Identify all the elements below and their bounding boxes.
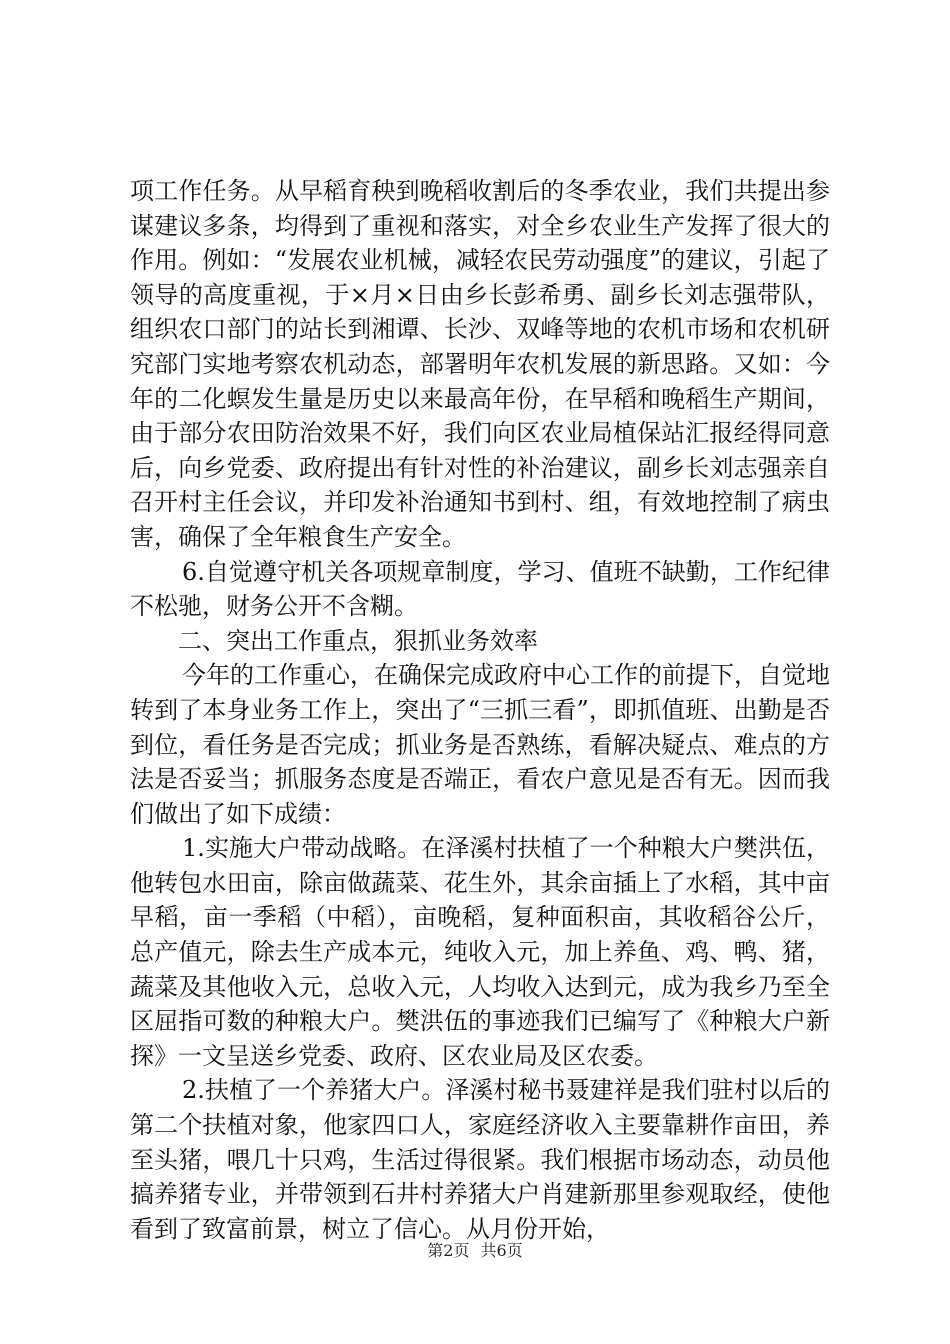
paragraph-item-2: 2.扶植了一个养猪大户。泽溪村秘书聂建祥是我们驻村以后的第二个扶植对象，他家四口人，家庭经济收入主要靠耕作亩田，养至头猪，喂几十只鸡，生活过得很紧。我们根据市场动态，动员他搞养猪专业，并带领到石井村养猪大户肖建新那里参观取经，使他看到了致富前景，树立了信心。从月份开始， <box>130 1076 830 1243</box>
paragraph-item-6: 6.自觉遵守机关各项规章制度，学习、值班不缺勤，工作纪律不松驰，财务公开不含糊。 <box>130 557 830 621</box>
paragraph-item-1: 1.实施大户带动战略。在泽溪村扶植了一个种粮大户樊洪伍，他转包水田亩，除亩做蔬菜、花生外，其余亩插上了水稻，其中亩早稻，亩一季稻（中稻），亩晚稻，复种面积亩，其收稻谷公斤，总产值元，除去生产成本元，纯收入元，加上养鱼、鸡、鸭、猪，蔬菜及其他收入元，总收入元，人均收入达到元，成为我乡乃至全区屈指可数的种粮大户。樊洪伍的事迹我们已编写了《种粮大户新探》一文呈送乡党委、政府、区农业局及区农委。 <box>130 834 830 1070</box>
page-footer <box>0 1238 950 1261</box>
paragraph-continuation: 项工作任务。从早稻育秧到晚稻收割后的冬季农业，我们共提出参谋建议多条，均得到了重视和落实，对全乡农业生产发挥了很大的作用。例如：“发展农业机械，减轻农民劳动强度”的建议，引起了领导的高度重视，于×月×日由乡长彭希勇、副乡长刘志强带队，组织农口部门的站长到湘谭、长沙、双峰等地的农机市场和农机研究部门实地考察农机动态，部署明年农机发展的新思路。又如：今年的二化螟发生量是历史以来最高年份，在早稻和晚稻生产期间，由于部分农田防治效果不好，我们向区农业局植保站汇报经得同意后，向乡党委、政府提出有针对性的补治建议，副乡长刘志强亲自召开村主任会议，并印发补治通知书到村、组，有效地控制了病虫害，确保了全年粮食生产安全。 <box>130 177 830 551</box>
page-total: 共6页 <box>480 1241 523 1260</box>
section-heading: 二、突出工作重点，狠抓业务效率 <box>178 626 538 655</box>
document-body <box>130 174 830 1246</box>
paragraph-work-focus: 今年的工作重心，在确保完成政府中心工作的前提下，自觉地转到了本身业务工作上，突出了“三抓三看”，即抓值班、出勤是否到位，看任务是否完成；抓业务是否熟练，看解决疑点、难点的方法是否妥当；抓服务态度是否端正，看农户意见是否有无。因而我们做出了如下成绩： <box>130 661 830 828</box>
page-number: 第2页 <box>427 1241 470 1260</box>
